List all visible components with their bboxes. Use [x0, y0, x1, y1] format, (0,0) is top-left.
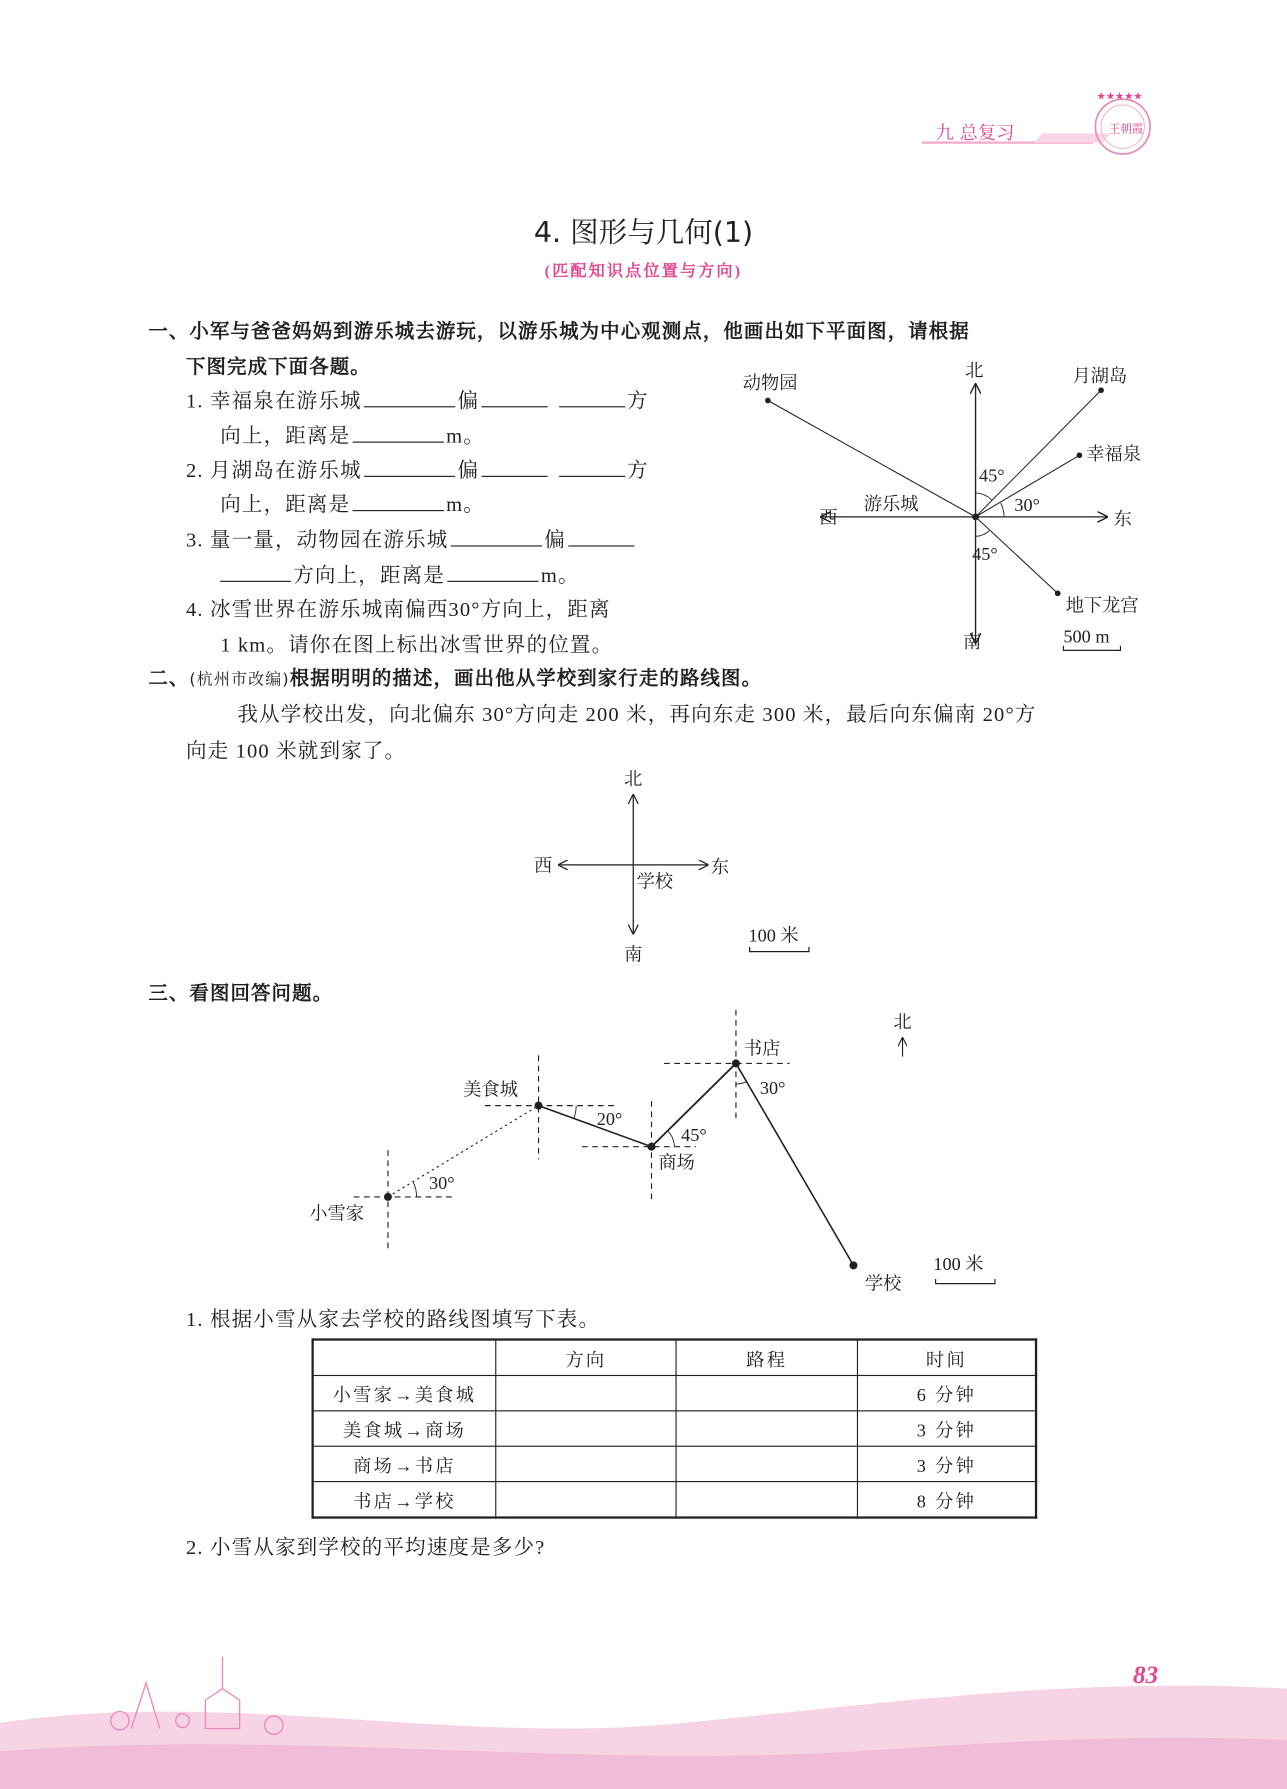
segment-cell: 商场→书店 [313, 1446, 496, 1481]
label-east: 东 [710, 856, 730, 877]
direction-cell[interactable] [496, 1375, 676, 1410]
table-header: 方向 [496, 1340, 676, 1376]
table-header-row [313, 1340, 1036, 1376]
q-text: 偏 [457, 389, 480, 412]
question-1-4-cont: 1 km。请你在图上标出冰雪世界的位置。 [220, 633, 614, 657]
label-school: 学校 [636, 871, 674, 892]
scale-bar [1063, 646, 1120, 651]
q-text: 3. 量一量，动物园在游乐城 [185, 528, 449, 552]
part1-heading-cont: 下图完成下面各题。 [185, 355, 371, 379]
moon-lake-point [1098, 387, 1104, 393]
table-row [313, 1375, 1036, 1410]
part1-heading: 一、小军与爸爸妈妈到游乐城去游玩，以游乐城为中心观测点，他画出如下平面图，请根据 [148, 320, 970, 344]
home-point [384, 1193, 392, 1201]
distance-cell[interactable] [676, 1375, 857, 1410]
angle-label: 45° [681, 1125, 707, 1145]
scale-label: 500 m [1063, 626, 1110, 647]
direction-cell[interactable] [496, 1411, 676, 1446]
distance-cell[interactable] [676, 1482, 857, 1518]
svg-text:★★★★★: ★★★★★ [1096, 91, 1143, 103]
direction-cell[interactable] [496, 1482, 676, 1518]
q-text: 1. 幸福泉在游乐城 [185, 389, 362, 412]
amusement-park-map[interactable] [0, 0, 1287, 685]
part3-question-2: 2. 小雪从家到学校的平均速度是多少? [185, 1535, 546, 1559]
dragon-palace-point [1055, 590, 1061, 596]
distance-cell[interactable] [676, 1446, 857, 1481]
label-food-city: 美食城 [463, 1079, 518, 1100]
label-east: 东 [1113, 508, 1132, 529]
label-moon-lake: 月湖岛 [1072, 366, 1128, 387]
angle-arc [1001, 503, 1004, 517]
school-point [849, 1261, 857, 1269]
section-label: 九 总复习 [935, 122, 1015, 144]
angle-label: 30° [1014, 495, 1040, 516]
heading-text: 根据明明的描述，画出他从学校到家行走的路线图。 [289, 667, 763, 691]
q-text: 偏 [457, 458, 480, 482]
q-text: 向上，距离是 [220, 492, 351, 516]
table-header: 路程 [676, 1340, 857, 1376]
page-subtitle: (匹配知识点位置与方向) [544, 263, 743, 281]
route-map [0, 1004, 1287, 1301]
segment-cell: 美食城→商场 [313, 1411, 496, 1446]
question-1-4: 4. 冰雪世界在游乐城南偏西30°方向上，距离 [185, 597, 611, 621]
q-text: m。 [446, 424, 485, 448]
source-note: (杭州市改编) [189, 670, 290, 690]
zoo-point [765, 398, 771, 404]
distance-cell[interactable] [676, 1411, 857, 1446]
table-row [313, 1411, 1036, 1446]
bookstore-point [732, 1059, 740, 1067]
scale-label: 100 米 [748, 925, 799, 946]
scale-bar [750, 947, 809, 952]
q-text: 方 [626, 458, 649, 482]
page-number: 83 [1133, 1660, 1159, 1689]
route-table [311, 1338, 1037, 1518]
segment-cell: 书店→学校 [313, 1482, 496, 1518]
angle-arc [667, 1131, 674, 1147]
label-west: 西 [533, 855, 553, 876]
label-home: 小雪家 [309, 1203, 364, 1224]
label-south: 南 [624, 944, 643, 965]
angle-label: 45° [978, 465, 1005, 486]
route-home-to-food [388, 1106, 539, 1197]
angle-label: 45° [972, 544, 998, 565]
table-header [313, 1340, 496, 1376]
q-text: 方 [626, 389, 649, 412]
table-header: 时间 [857, 1340, 1036, 1376]
svg-text:王朝霞: 王朝霞 [1109, 123, 1144, 136]
q-text: 向上，距离是 [220, 424, 351, 448]
label-center: 游乐城 [863, 494, 919, 515]
label-school: 学校 [864, 1273, 902, 1294]
label-north: 北 [624, 769, 643, 790]
center-point [972, 513, 979, 520]
time-cell: 8 分钟 [857, 1482, 1036, 1518]
angle-arc [736, 1082, 746, 1084]
angle-arc [976, 531, 990, 537]
route-food-to-mall [539, 1106, 652, 1147]
scale-bar [936, 1279, 995, 1284]
angle-label: 30° [759, 1078, 786, 1099]
mall-point [648, 1143, 656, 1151]
label-zoo: 动物园 [742, 373, 798, 394]
angle-arc [574, 1106, 576, 1119]
angle-label: 30° [429, 1172, 455, 1193]
label-north: 北 [965, 360, 984, 381]
time-cell: 6 分钟 [857, 1375, 1036, 1410]
label-north: 北 [893, 1012, 912, 1033]
route-drawing-area[interactable] [0, 753, 1287, 970]
direction-cell[interactable] [496, 1446, 676, 1481]
label-west: 西 [819, 507, 838, 528]
part3-heading: 三、看图回答问题。 [148, 982, 334, 1006]
q-text: m。 [540, 563, 580, 587]
food-city-point [535, 1102, 543, 1110]
angle-arc [976, 493, 992, 500]
part2-heading [148, 662, 762, 691]
part-number: 二、 [148, 667, 190, 691]
table-row [313, 1446, 1036, 1481]
q-text: 2. 月湖岛在游乐城 [185, 458, 362, 482]
scale-label: 100 米 [933, 1253, 984, 1274]
label-mall: 商场 [658, 1152, 695, 1173]
segment-cell: 小雪家→美食城 [313, 1375, 496, 1410]
label-south: 南 [963, 632, 982, 653]
part3-question-1: 1. 根据小雪从家去学校的路线图填写下表。 [185, 1307, 601, 1331]
route-book-to-school [736, 1063, 854, 1265]
q-text: m。 [446, 492, 485, 516]
label-dragon-palace: 地下龙宫 [1065, 595, 1139, 616]
page-title: 4. 图形与几何(1) [533, 215, 754, 249]
q-text: 偏 [544, 528, 566, 552]
happy-spring-point [1077, 452, 1083, 458]
angle-arc [413, 1182, 416, 1197]
part2-paragraph-line1: 我从学校出发，向北偏东 30°方向走 200 米，再向东走 300 米，最后向东偏南 20°方 [237, 702, 1037, 726]
table-row [313, 1482, 1036, 1518]
time-cell: 3 分钟 [857, 1411, 1036, 1446]
time-cell: 3 分钟 [857, 1446, 1036, 1481]
angle-label: 20° [596, 1109, 623, 1130]
label-happy-spring: 幸福泉 [1086, 443, 1141, 464]
part2-paragraph-line2: 向走 100 米就到家了。 [185, 739, 407, 763]
footer-wave [0, 1643, 1287, 1789]
q-text: 方向上，距离是 [293, 563, 445, 587]
label-bookstore: 书店 [743, 1038, 781, 1059]
